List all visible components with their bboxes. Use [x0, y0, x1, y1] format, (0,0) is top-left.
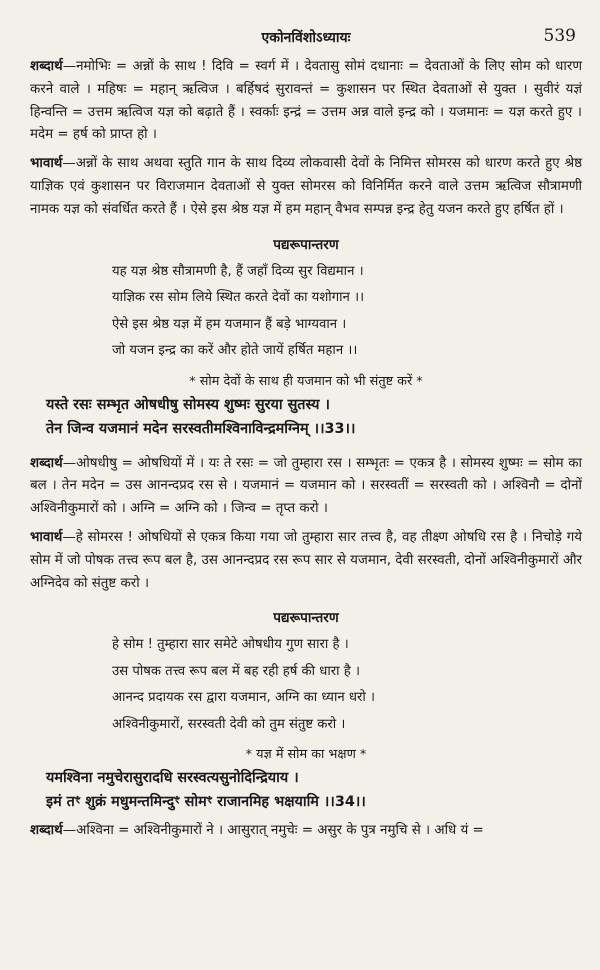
bhavarth-paragraph [30, 153, 582, 221]
verse-line: हे सोम ! तुम्हारा सार समेटे ओषधीय गुण सारा है । [112, 637, 349, 653]
topic-note: * सोम देवों के साथ ही यजमान को भी संतुष्ट करें * [189, 373, 423, 389]
bhavarth-paragraph [30, 527, 582, 595]
bhavarth-label: भावार्थ [30, 529, 63, 545]
shabdarth-label: शब्दार्थ [30, 455, 63, 471]
mantra-line: यमश्विना नमुचेरासुरादधि सरस्वत्यसुनोदिन्द्रियाय । [46, 770, 299, 787]
padya-heading: पद्यरूपान्तरण [273, 236, 339, 253]
bhavarth-label: भावार्थ [30, 156, 63, 172]
padya-verse [112, 632, 582, 738]
verse-line: उस पोषक तत्त्व रूप बल में बह रही हर्ष की धारा है । [112, 663, 360, 679]
verse-line: आनन्द प्रदायक रस द्वारा यजमान, अग्नि का ध्यान धरो । [112, 690, 375, 706]
verse-line: यह यज्ञ श्रेष्ठ सौत्रामणी है, हैं जहाँ दिव्य सुर विद्यमान । [112, 263, 364, 279]
page-header [30, 0, 582, 44]
shabdarth-text: —अश्विना = अश्विनीकुमारों ने । आसुरात् नमुचेः = असुर के पुत्र नमुचि से । अधि यं = [62, 823, 484, 839]
mantra-line: इमं तꣳ शुक्रं मधुमन्तमिन्दुꣳ सोमꣳ राजानमिह भक्षयामि ।।34।। [46, 794, 366, 811]
padya-heading: पद्यरूपान्तरण [273, 610, 339, 627]
verse-line: याज्ञिक रस सोम लिये स्थित करते देवों का यशोगान ।। [112, 290, 365, 306]
mantra-line: तेन जिन्व यजमानं मदेन सरस्वतीमश्विनाविन्द्रमग्निम् ।।33।। [46, 420, 356, 437]
padya-verse [112, 259, 582, 365]
verse-line: ऐसे इस श्रेष्ठ यज्ञ में हम यजमान हैं बड़े भाग्यवान । [112, 316, 347, 332]
topic-note: * यज्ञ में सोम का भक्षण * [245, 747, 367, 763]
mantra-verse [46, 393, 582, 441]
mantra-verse [46, 766, 582, 814]
chapter-title: एकोनविंशोऽध्यायः [261, 30, 351, 46]
shabdarth-text: —नमोभिः = अन्नों के साथ ! दिवि = स्वर्ग में । देवतासु सोमं दधानाः = देवताओं के लिए सोम को धारण करने वाले । महिषः = महान् ऋत्विज । बर्हिषदं सुरावन्तं = कुशासन पर स्थित देवताओं से युक्त । सुवीरं यज्ञं हिन्वन्ति = उत्तम ऋत्विज यज्ञ को बढ़ाते हैं । स्वर्काः इन्द्रं = उत्तम अन्न वाले इन्द्र को । यजमानः = यज्ञ करते हुए । मदेम = हर्ष को प्राप्त हो । [30, 59, 582, 143]
shabdarth-label: शब्दार्थ [30, 823, 63, 839]
bhavarth-text: —अन्नों के साथ अथवा स्तुति गान के साथ दिव्य लोकवासी देवों के निमित्त सोमरस को धारण करते हुए श्रेष्ठ याज्ञिक एवं कुशासन पर विराजमान देवताओं से युक्त सोमरस को विनिर्मित करने वाले उत्तम ऋत्विज सौत्रामणी नामक यज्ञ को संवर्धित करते हैं । ऐसे इस श्रेष्ठ यज्ञ में हम महान् वैभव सम्पन्न इन्द्र हेतु यजन करते हुए हर्षित हों । [30, 156, 582, 217]
shabdarth-paragraph [30, 820, 582, 843]
shabdarth-paragraph [30, 56, 582, 147]
mantra-line: यस्ते रसः सम्भृत ओषधीषु सोमस्य शुष्मः सुरया सुतस्य । [46, 396, 330, 413]
bhavarth-text: —हे सोमरस ! ओषधियों से एकत्र किया गया जो तुम्हारा सार तत्त्व है, वह तीक्ष्ण ओषधि रस है । निचोड़े गये सोम में जो पोषक तत्त्व रूप बल है, उस आनन्दप्रद रस रूप सार से यजमान, देवी सरस्वती, दोनों अश्विनीकुमारों और अग्निदेव को संतुष्ट करो । [30, 529, 582, 591]
page-number: 539 [543, 26, 576, 46]
verse-line: अश्विनीकुमारों, सरस्वती देवी को तुम संतुष्ट करो । [112, 716, 346, 732]
verse-line: जो यजन इन्द्र का करें और होते जायें हर्षित महान ।। [112, 343, 358, 359]
shabdarth-label: शब्दार्थ [30, 59, 63, 74]
shabdarth-text: —ओषधीषु = ओषधियों में । यः ते रसः = जो तुम्हारा रस । सम्भृतः = एकत्र है । सोमस्य शुष्मः = सोम का बल । तेन मदेन = उस आनन्दप्रद रस से । यजमानं = यजमान को । सरस्वतीं = सरस्वती को । अश्विनौ = दोनों अश्विनीकुमारों को । अग्नि = अग्नि को । जिन्व = तृप्त करो । [30, 455, 582, 517]
shabdarth-paragraph [30, 453, 582, 521]
